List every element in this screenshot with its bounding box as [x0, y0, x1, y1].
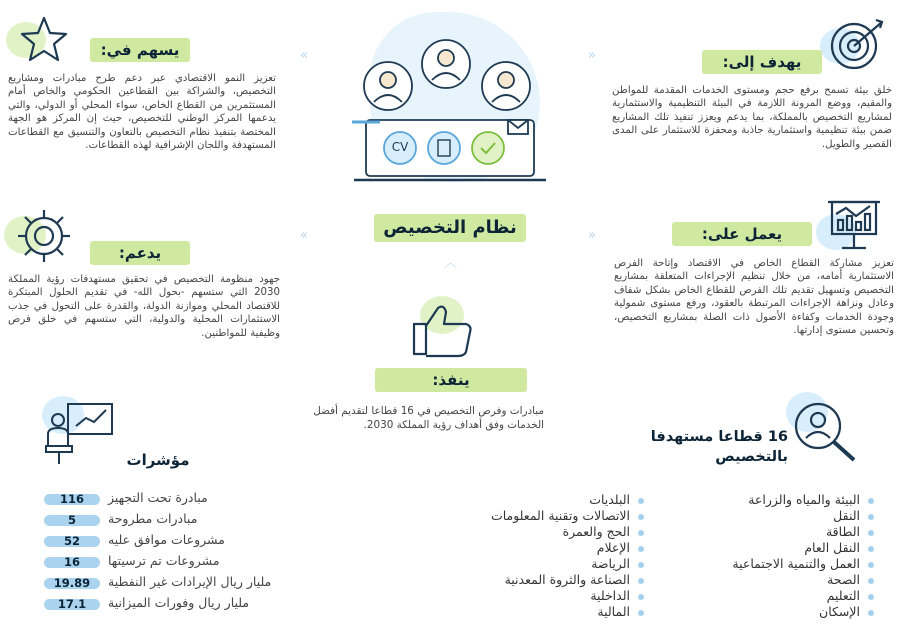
- bullet-icon: [638, 610, 644, 616]
- sectors-title-line1: 16 قطاعا مستهدفا: [650, 429, 788, 445]
- sector-item: الإسكان: [819, 604, 874, 620]
- indicator-label: مشروعات تم ترسيتها: [108, 553, 220, 568]
- gear-icon: [14, 206, 74, 266]
- sector-item: الطاقة: [826, 524, 874, 540]
- bullet-icon: [868, 498, 874, 504]
- target-icon: [826, 16, 890, 72]
- bullet-icon: [638, 594, 644, 600]
- supports-title: يدعم:: [118, 244, 162, 262]
- chevron-up-icon: ︿: [444, 256, 455, 271]
- sector-item: الداخلية: [590, 588, 644, 604]
- indicator-row: [44, 574, 304, 592]
- indicator-value: 17.1: [44, 599, 100, 610]
- indicator-label: مليار ريال الإيرادات غير النفطية: [108, 574, 272, 589]
- sector-item: العمل والتنمية الاجتماعية: [732, 556, 874, 572]
- bullet-icon: [638, 562, 644, 568]
- bullet-icon: [868, 514, 874, 520]
- bullet-icon: [638, 578, 644, 584]
- bullet-icon: [638, 514, 644, 520]
- sector-item: البلديات: [589, 492, 644, 508]
- works-on-text: تعزيز مشاركة القطاع الخاص في الاقتصاد وإتاحة الفرص الاستثمارية أمامه، من خلال تنظيم الإجراءات المتعلقة بمشاريع التخصيص وتسهيل تقديم تلك الفرص للقطاع الخاص بشكل شفاف وعادل ونزاهة الإجراءات المرتبطة بالعقود، ورفع مستوى شمولية وجودة الخدمات وكفاءة الأصول ذات الصلة بمشاريع التخصيص، وتحسين مستوى إدارتها.: [614, 258, 894, 337]
- bullet-icon: [868, 578, 874, 584]
- contributes-text: تعزيز النمو الاقتصادي عبر دعم طرح مبادرات ومشاريع التخصيص، والشراكة بين القطاعين الحكومي والخاص أمام المستثمرين من القطاع الخاص، سواء المحلي أو الدولي، والتي يدعمها المركز الوطني للتخصيص، حيث إن المركز هو الجهة المختصة بتنفيذ نظام التخصيص بالتعاون والتنسيق مع القطاعات المستهدفة واللجان الإشرافية لهذه القطاعات.: [8, 73, 276, 152]
- sector-item: الحج والعمرة: [563, 524, 644, 540]
- aims-text: خلق بيئة تسمح برفع حجم ومستوى الخدمات المقدمة للمواطن والمقيم، ووضع المرونة اللازمة في البيئة التنظيمية والاستثمارية لمشاريع التخصيص بالمملكة، بما يدعم ويعزز تنفيذ تلك المشاريع ضمن بيئة تنظيمية واستثمارية جاذبة ومحفزة للاستثمار على المدى القصير والطويل.: [612, 85, 892, 150]
- laptop-team-illustration: [340, 30, 560, 190]
- supports-text: جهود منظومة التخصيص في تحقيق مستهدفات رؤية المملكة 2030 التي ستسهم -بحول الله- في تقديم الحلول المبتكرة للاقتصاد المحلي وموازنة الدولة، والقدرة على التحول في جذب الاستثمارات المحلية والدولية، التي ستسهم في خلق فرص وظيفية للمواطنين.: [8, 274, 280, 339]
- bullet-icon: [868, 546, 874, 552]
- chevron-left-icon: «: [300, 228, 305, 243]
- contributes-title: يسهم في:: [100, 41, 180, 59]
- bullet-icon: [868, 562, 874, 568]
- indicator-value: 116: [44, 494, 100, 505]
- thumbs-up-icon: [410, 300, 480, 360]
- indicator-label: مشروعات موافق عليه: [108, 532, 225, 547]
- bullet-icon: [868, 530, 874, 536]
- bullet-icon: [868, 610, 874, 616]
- sector-item: النقل العام: [804, 540, 874, 556]
- aims-title: يهدف إلى:: [722, 53, 802, 71]
- indicator-value: 19.89: [44, 578, 100, 589]
- implements-text: مبادرات وفرص التخصيص في 16 قطاعا لتقديم أفضل الخدمات وفق أهداف رؤية المملكة 2030.: [313, 405, 544, 431]
- indicator-value: 52: [44, 536, 100, 547]
- presentation-chart-icon: [824, 196, 884, 252]
- presenter-board-icon: [44, 400, 116, 466]
- star-icon: [18, 14, 70, 66]
- bullet-icon: [638, 498, 644, 504]
- sector-item: الرياضة: [591, 556, 644, 572]
- bullet-icon: [638, 530, 644, 536]
- bullet-icon: [638, 546, 644, 552]
- indicators-title: مؤشرات: [126, 451, 190, 469]
- indicator-row: [44, 532, 304, 550]
- indicator-label: مبادرات مطروحة: [108, 511, 198, 526]
- indicator-row: [44, 511, 304, 529]
- sector-item: المالية: [597, 604, 644, 620]
- indicator-row: [44, 595, 304, 613]
- bullet-icon: [868, 594, 874, 600]
- indicator-value: 16: [44, 557, 100, 568]
- indicator-value: 5: [44, 515, 100, 526]
- laptop-cv-label: CV: [391, 140, 409, 154]
- indicator-label: مليار ريال وفورات الميزانية: [108, 595, 250, 610]
- chevron-left-icon: «: [300, 48, 305, 63]
- center-title: نظام التخصيص: [383, 217, 517, 238]
- indicator-label: مبادرة تحت التجهيز: [108, 490, 208, 505]
- chevron-right-icon: »: [588, 48, 593, 63]
- chevron-right-icon: »: [588, 228, 593, 243]
- sector-item: الصناعة والثروة المعدنية: [505, 572, 644, 588]
- person-search-icon: [790, 398, 860, 464]
- sector-item: الاتصالات وتقنية المعلومات: [491, 508, 644, 524]
- sector-item: الصحة: [827, 572, 874, 588]
- sector-item: الإعلام: [597, 540, 644, 556]
- works-on-title: يعمل على:: [701, 225, 783, 243]
- indicator-row: [44, 490, 304, 508]
- implements-title: ينفذ:: [432, 371, 470, 389]
- indicator-row: [44, 553, 304, 571]
- sector-item: التعليم: [827, 588, 874, 604]
- sector-item: البيئة والمياه والزراعة: [748, 492, 874, 508]
- sectors-title-line2: بالتخصيص: [715, 449, 788, 465]
- sector-item: النقل: [833, 508, 874, 524]
